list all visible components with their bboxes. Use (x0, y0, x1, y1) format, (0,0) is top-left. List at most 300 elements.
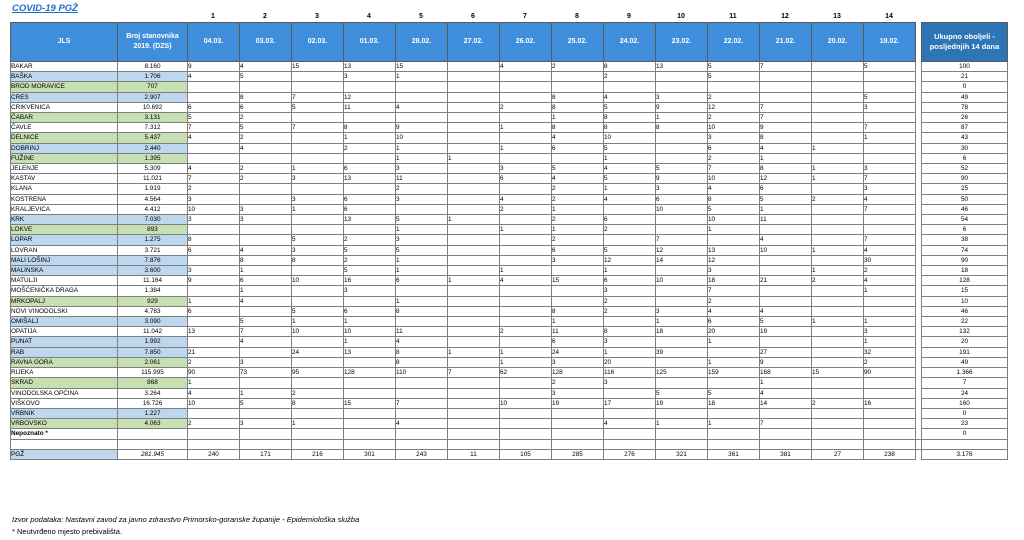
case-cell (760, 92, 812, 102)
jls-name: KASTAV (11, 174, 118, 184)
case-cell (812, 286, 864, 296)
case-cell (656, 72, 708, 82)
total-cell: 100 (922, 62, 1008, 72)
population-cell: 2.907 (118, 92, 188, 102)
total-cell: 0 (922, 429, 1008, 439)
case-cell (604, 429, 656, 439)
case-cell: 5 (292, 102, 344, 112)
case-cell (500, 92, 552, 102)
case-cell (708, 408, 760, 418)
day-number: 2 (263, 13, 267, 20)
case-cell: 9 (656, 102, 708, 112)
case-cell: 10 (656, 204, 708, 214)
case-cell (812, 388, 864, 398)
jls-name: ČAVLE (11, 123, 118, 133)
case-cell (344, 388, 396, 398)
case-cell (500, 245, 552, 255)
case-cell: 2 (500, 102, 552, 112)
population-cell: 11.042 (118, 327, 188, 337)
table-row (11, 82, 1008, 92)
case-cell (448, 235, 500, 245)
table-body (11, 62, 1008, 460)
case-cell (552, 82, 604, 92)
case-cell: 1 (396, 72, 448, 82)
case-cell: 8 (240, 255, 292, 265)
case-cell (656, 225, 708, 235)
case-cell (500, 184, 552, 194)
case-cell (344, 357, 396, 367)
case-cell: 3 (240, 419, 292, 429)
case-cell (760, 429, 812, 439)
case-cell (500, 296, 552, 306)
case-cell: 9 (188, 62, 240, 72)
case-cell (448, 337, 500, 347)
population-cell: 4.564 (118, 194, 188, 204)
case-cell: 16 (864, 398, 916, 408)
case-cell (656, 143, 708, 153)
case-cell: 2 (812, 398, 864, 408)
table-row (11, 419, 1008, 429)
case-cell: 5 (864, 62, 916, 72)
case-cell (292, 133, 344, 143)
table-row (11, 347, 1008, 357)
case-cell (448, 225, 500, 235)
case-cell: 6 (188, 245, 240, 255)
total-cell: 23 (922, 419, 1008, 429)
case-cell (500, 235, 552, 245)
case-cell: 7 (760, 62, 812, 72)
case-cell: 3 (500, 164, 552, 174)
case-cell: 2 (552, 184, 604, 194)
case-cell: 3 (604, 378, 656, 388)
case-cell: 6 (708, 143, 760, 153)
case-cell (188, 255, 240, 265)
case-cell: 39 (656, 347, 708, 357)
case-cell: 13 (344, 347, 396, 357)
sum-total: 3.176 (922, 449, 1008, 459)
case-cell: 4 (396, 102, 448, 112)
case-cell (344, 113, 396, 123)
header-date: 26.02. (500, 23, 552, 62)
header-date: 28.02. (396, 23, 448, 62)
population-cell: 3.264 (118, 388, 188, 398)
case-cell: 30 (864, 255, 916, 265)
case-cell (604, 317, 656, 327)
case-cell: 1 (656, 113, 708, 123)
case-cell: 3 (188, 215, 240, 225)
case-cell: 7 (760, 102, 812, 112)
case-cell (812, 153, 864, 163)
population-cell: 8.160 (118, 62, 188, 72)
table-row (11, 143, 1008, 153)
case-cell (500, 378, 552, 388)
case-cell (656, 215, 708, 225)
table-row (11, 102, 1008, 112)
total-cell: 54 (922, 215, 1008, 225)
sum-row (11, 449, 1008, 459)
case-cell (604, 235, 656, 245)
case-cell: 5 (864, 92, 916, 102)
case-cell: 2 (188, 184, 240, 194)
spacer-cell (656, 439, 708, 449)
case-cell (604, 82, 656, 92)
case-cell: 9 (656, 174, 708, 184)
jls-name: KRK (11, 215, 118, 225)
case-cell: 3 (552, 255, 604, 265)
case-cell (188, 143, 240, 153)
total-cell: 0 (922, 82, 1008, 92)
spacer-cell (396, 439, 448, 449)
page-title: COVID-19 PGŽ (12, 3, 78, 14)
population-cell: 3.090 (118, 317, 188, 327)
day-number: 1 (211, 13, 215, 20)
case-cell: 10 (656, 276, 708, 286)
case-cell (812, 327, 864, 337)
case-cell (448, 388, 500, 398)
case-cell: 15 (552, 276, 604, 286)
case-cell: 1 (500, 357, 552, 367)
case-cell: 168 (760, 368, 812, 378)
population-cell: 1.919 (118, 184, 188, 194)
case-cell: 2 (240, 174, 292, 184)
case-cell (604, 204, 656, 214)
case-cell (396, 204, 448, 214)
population-cell: 707 (118, 82, 188, 92)
case-cell (656, 133, 708, 143)
case-cell: 4 (604, 92, 656, 102)
table-row (11, 317, 1008, 327)
case-cell (552, 419, 604, 429)
case-cell (448, 429, 500, 439)
sum-day-cell: 301 (344, 449, 396, 459)
jls-name: PUNAT (11, 337, 118, 347)
case-cell (448, 317, 500, 327)
table-row (11, 92, 1008, 102)
case-cell (292, 266, 344, 276)
case-cell: 1 (448, 276, 500, 286)
case-cell (552, 429, 604, 439)
total-cell: 46 (922, 204, 1008, 214)
case-cell (448, 184, 500, 194)
case-cell: 110 (396, 368, 448, 378)
day-number: 8 (575, 13, 579, 20)
population-cell: 16.726 (118, 398, 188, 408)
population-cell: 1.706 (118, 72, 188, 82)
case-cell: 1 (552, 317, 604, 327)
case-cell: 4 (500, 276, 552, 286)
case-cell: 7 (760, 113, 812, 123)
spacer-cell (922, 439, 1008, 449)
case-cell: 1 (864, 317, 916, 327)
case-cell (344, 82, 396, 92)
jls-name: VINODOLSKA OPĆINA (11, 388, 118, 398)
header-date: 02.03. (292, 23, 344, 62)
case-cell: 27 (760, 347, 812, 357)
case-cell: 1 (500, 143, 552, 153)
case-cell (344, 225, 396, 235)
case-cell: 3 (864, 164, 916, 174)
population-cell: 929 (118, 296, 188, 306)
case-cell: 1 (448, 347, 500, 357)
case-cell (500, 306, 552, 316)
case-cell (708, 378, 760, 388)
case-cell: 1 (292, 164, 344, 174)
case-cell: 1 (344, 133, 396, 143)
case-cell: 8 (396, 347, 448, 357)
case-cell: 8 (396, 306, 448, 316)
case-cell: 3 (396, 235, 448, 245)
case-cell: 5 (188, 113, 240, 123)
jls-name: LOKVE (11, 225, 118, 235)
jls-name: LOPAR (11, 235, 118, 245)
jls-name: RIJEKA (11, 368, 118, 378)
case-cell (656, 408, 708, 418)
case-cell: 3 (604, 337, 656, 347)
case-cell (292, 72, 344, 82)
case-cell: 128 (344, 368, 396, 378)
case-cell (500, 153, 552, 163)
case-cell (760, 72, 812, 82)
table-row (11, 357, 1008, 367)
day-number: 3 (315, 13, 319, 20)
case-cell: 10 (292, 327, 344, 337)
case-cell (292, 225, 344, 235)
case-cell: 1 (760, 153, 812, 163)
spacer-cell (11, 439, 118, 449)
case-cell: 1 (760, 378, 812, 388)
case-cell: 3 (188, 266, 240, 276)
case-cell (240, 347, 292, 357)
case-cell: 4 (760, 388, 812, 398)
case-cell (812, 408, 864, 418)
sum-day-cell: 216 (292, 449, 344, 459)
case-cell: 7 (448, 368, 500, 378)
case-cell: 7 (292, 92, 344, 102)
table-row (11, 113, 1008, 123)
case-cell: 1 (812, 174, 864, 184)
case-cell: 8 (760, 164, 812, 174)
case-cell (812, 225, 864, 235)
case-cell (656, 153, 708, 163)
case-cell: 9 (396, 123, 448, 133)
case-cell: 2 (240, 133, 292, 143)
jls-name: MALI LOŠINJ (11, 255, 118, 265)
spacer-cell (344, 439, 396, 449)
case-cell (500, 133, 552, 143)
total-cell: 24 (922, 388, 1008, 398)
case-cell: 4 (396, 337, 448, 347)
jls-name: NOVI VINODOLSKI (11, 306, 118, 316)
case-cell: 2 (500, 327, 552, 337)
case-cell: 5 (760, 194, 812, 204)
case-cell (760, 266, 812, 276)
case-cell (240, 225, 292, 235)
total-cell: 10 (922, 296, 1008, 306)
spacer-cell (604, 439, 656, 449)
case-cell (812, 296, 864, 306)
case-cell (812, 62, 864, 72)
case-cell: 10 (188, 398, 240, 408)
case-cell (396, 408, 448, 418)
case-cell (292, 357, 344, 367)
jls-name: MRKOPALJ (11, 296, 118, 306)
case-cell: 4 (864, 245, 916, 255)
case-cell: 1 (188, 296, 240, 306)
population-cell: 1.275 (118, 235, 188, 245)
case-cell: 15 (292, 62, 344, 72)
case-cell (344, 184, 396, 194)
case-cell (448, 378, 500, 388)
case-cell (448, 306, 500, 316)
header-date: 03.03. (240, 23, 292, 62)
case-cell (448, 164, 500, 174)
case-cell: 10 (500, 398, 552, 408)
table-row (11, 215, 1008, 225)
case-cell: 5 (656, 164, 708, 174)
case-cell (656, 429, 708, 439)
day-number: 12 (781, 13, 789, 20)
case-cell: 2 (604, 72, 656, 82)
total-cell: 6 (922, 153, 1008, 163)
table-row (11, 245, 1008, 255)
population-cell: 1.227 (118, 408, 188, 418)
spacer-cell (292, 439, 344, 449)
case-cell (188, 408, 240, 418)
case-cell: 2 (708, 92, 760, 102)
total-cell: 15 (922, 286, 1008, 296)
case-cell: 5 (708, 72, 760, 82)
case-cell (396, 429, 448, 439)
header-date: 19.02. (864, 23, 916, 62)
case-cell (240, 184, 292, 194)
case-cell: 3 (864, 184, 916, 194)
day-number: 9 (627, 13, 631, 20)
header-date: 04.03. (188, 23, 240, 62)
case-cell: 4 (604, 419, 656, 429)
total-cell: 0 (922, 408, 1008, 418)
jls-name: VRBNIK (11, 408, 118, 418)
day-number: 11 (729, 13, 737, 20)
case-cell: 7 (708, 286, 760, 296)
population-cell: 10.692 (118, 102, 188, 112)
case-cell (864, 419, 916, 429)
case-cell: 14 (760, 398, 812, 408)
spacer-cell (760, 439, 812, 449)
case-cell: 8 (604, 123, 656, 133)
case-cell (656, 82, 708, 92)
jls-name: KLANA (11, 184, 118, 194)
case-cell: 1 (864, 337, 916, 347)
header-date: 24.02. (604, 23, 656, 62)
header-date: 23.02. (656, 23, 708, 62)
case-cell (812, 113, 864, 123)
table-row (11, 123, 1008, 133)
case-cell (448, 419, 500, 429)
total-cell: 160 (922, 398, 1008, 408)
case-cell: 8 (604, 62, 656, 72)
case-cell: 4 (760, 143, 812, 153)
case-cell: 1 (812, 143, 864, 153)
case-cell: 15 (344, 398, 396, 408)
case-cell (500, 255, 552, 265)
case-cell (448, 327, 500, 337)
population-cell: 7.850 (118, 347, 188, 357)
case-cell (292, 143, 344, 153)
table-row (11, 306, 1008, 316)
case-cell: 2 (240, 164, 292, 174)
case-cell: 4 (188, 133, 240, 143)
total-cell: 90 (922, 174, 1008, 184)
jls-name: DELNICE (11, 133, 118, 143)
header-date: 20.02. (812, 23, 864, 62)
case-cell: 6 (344, 306, 396, 316)
spacer-cell (118, 439, 188, 449)
case-cell (240, 306, 292, 316)
case-cell: 3 (656, 306, 708, 316)
case-cell (292, 184, 344, 194)
case-cell: 12 (656, 245, 708, 255)
case-cell: 1 (708, 225, 760, 235)
population-cell: 11.164 (118, 276, 188, 286)
case-cell: 2 (500, 204, 552, 214)
table-row (11, 276, 1008, 286)
case-cell: 1 (240, 286, 292, 296)
total-cell: 20 (922, 337, 1008, 347)
table-row (11, 184, 1008, 194)
case-cell: 6 (500, 174, 552, 184)
case-cell: 6 (656, 194, 708, 204)
total-cell: 90 (922, 255, 1008, 265)
case-cell: 10 (708, 215, 760, 225)
case-cell: 2 (344, 235, 396, 245)
case-cell: 10 (708, 174, 760, 184)
case-cell: 3 (864, 102, 916, 112)
case-cell: 32 (864, 347, 916, 357)
case-cell: 2 (864, 357, 916, 367)
case-cell: 5 (604, 102, 656, 112)
case-cell: 9 (188, 276, 240, 286)
case-cell (552, 153, 604, 163)
case-cell (708, 347, 760, 357)
case-cell: 2 (188, 419, 240, 429)
case-cell: 1 (292, 317, 344, 327)
case-cell: 62 (500, 368, 552, 378)
case-cell: 8 (188, 235, 240, 245)
case-cell (448, 357, 500, 367)
case-cell: 4 (552, 133, 604, 143)
case-cell: 2 (812, 276, 864, 286)
case-cell (812, 306, 864, 316)
case-cell: 7 (864, 174, 916, 184)
case-cell (812, 184, 864, 194)
jls-name: RAB (11, 347, 118, 357)
case-cell: 8 (292, 255, 344, 265)
case-cell: 5 (240, 398, 292, 408)
case-cell: 8 (604, 113, 656, 123)
case-cell: 3 (708, 133, 760, 143)
total-cell: 52 (922, 164, 1008, 174)
sum-day-cell: 171 (240, 449, 292, 459)
total-cell: 6 (922, 225, 1008, 235)
case-cell: 3 (240, 357, 292, 367)
case-cell: 7 (188, 174, 240, 184)
case-cell: 10 (604, 133, 656, 143)
case-cell (188, 153, 240, 163)
spacer-row (11, 439, 1008, 449)
jls-name: OPATIJA (11, 327, 118, 337)
case-cell (344, 408, 396, 418)
case-cell: 5 (604, 245, 656, 255)
